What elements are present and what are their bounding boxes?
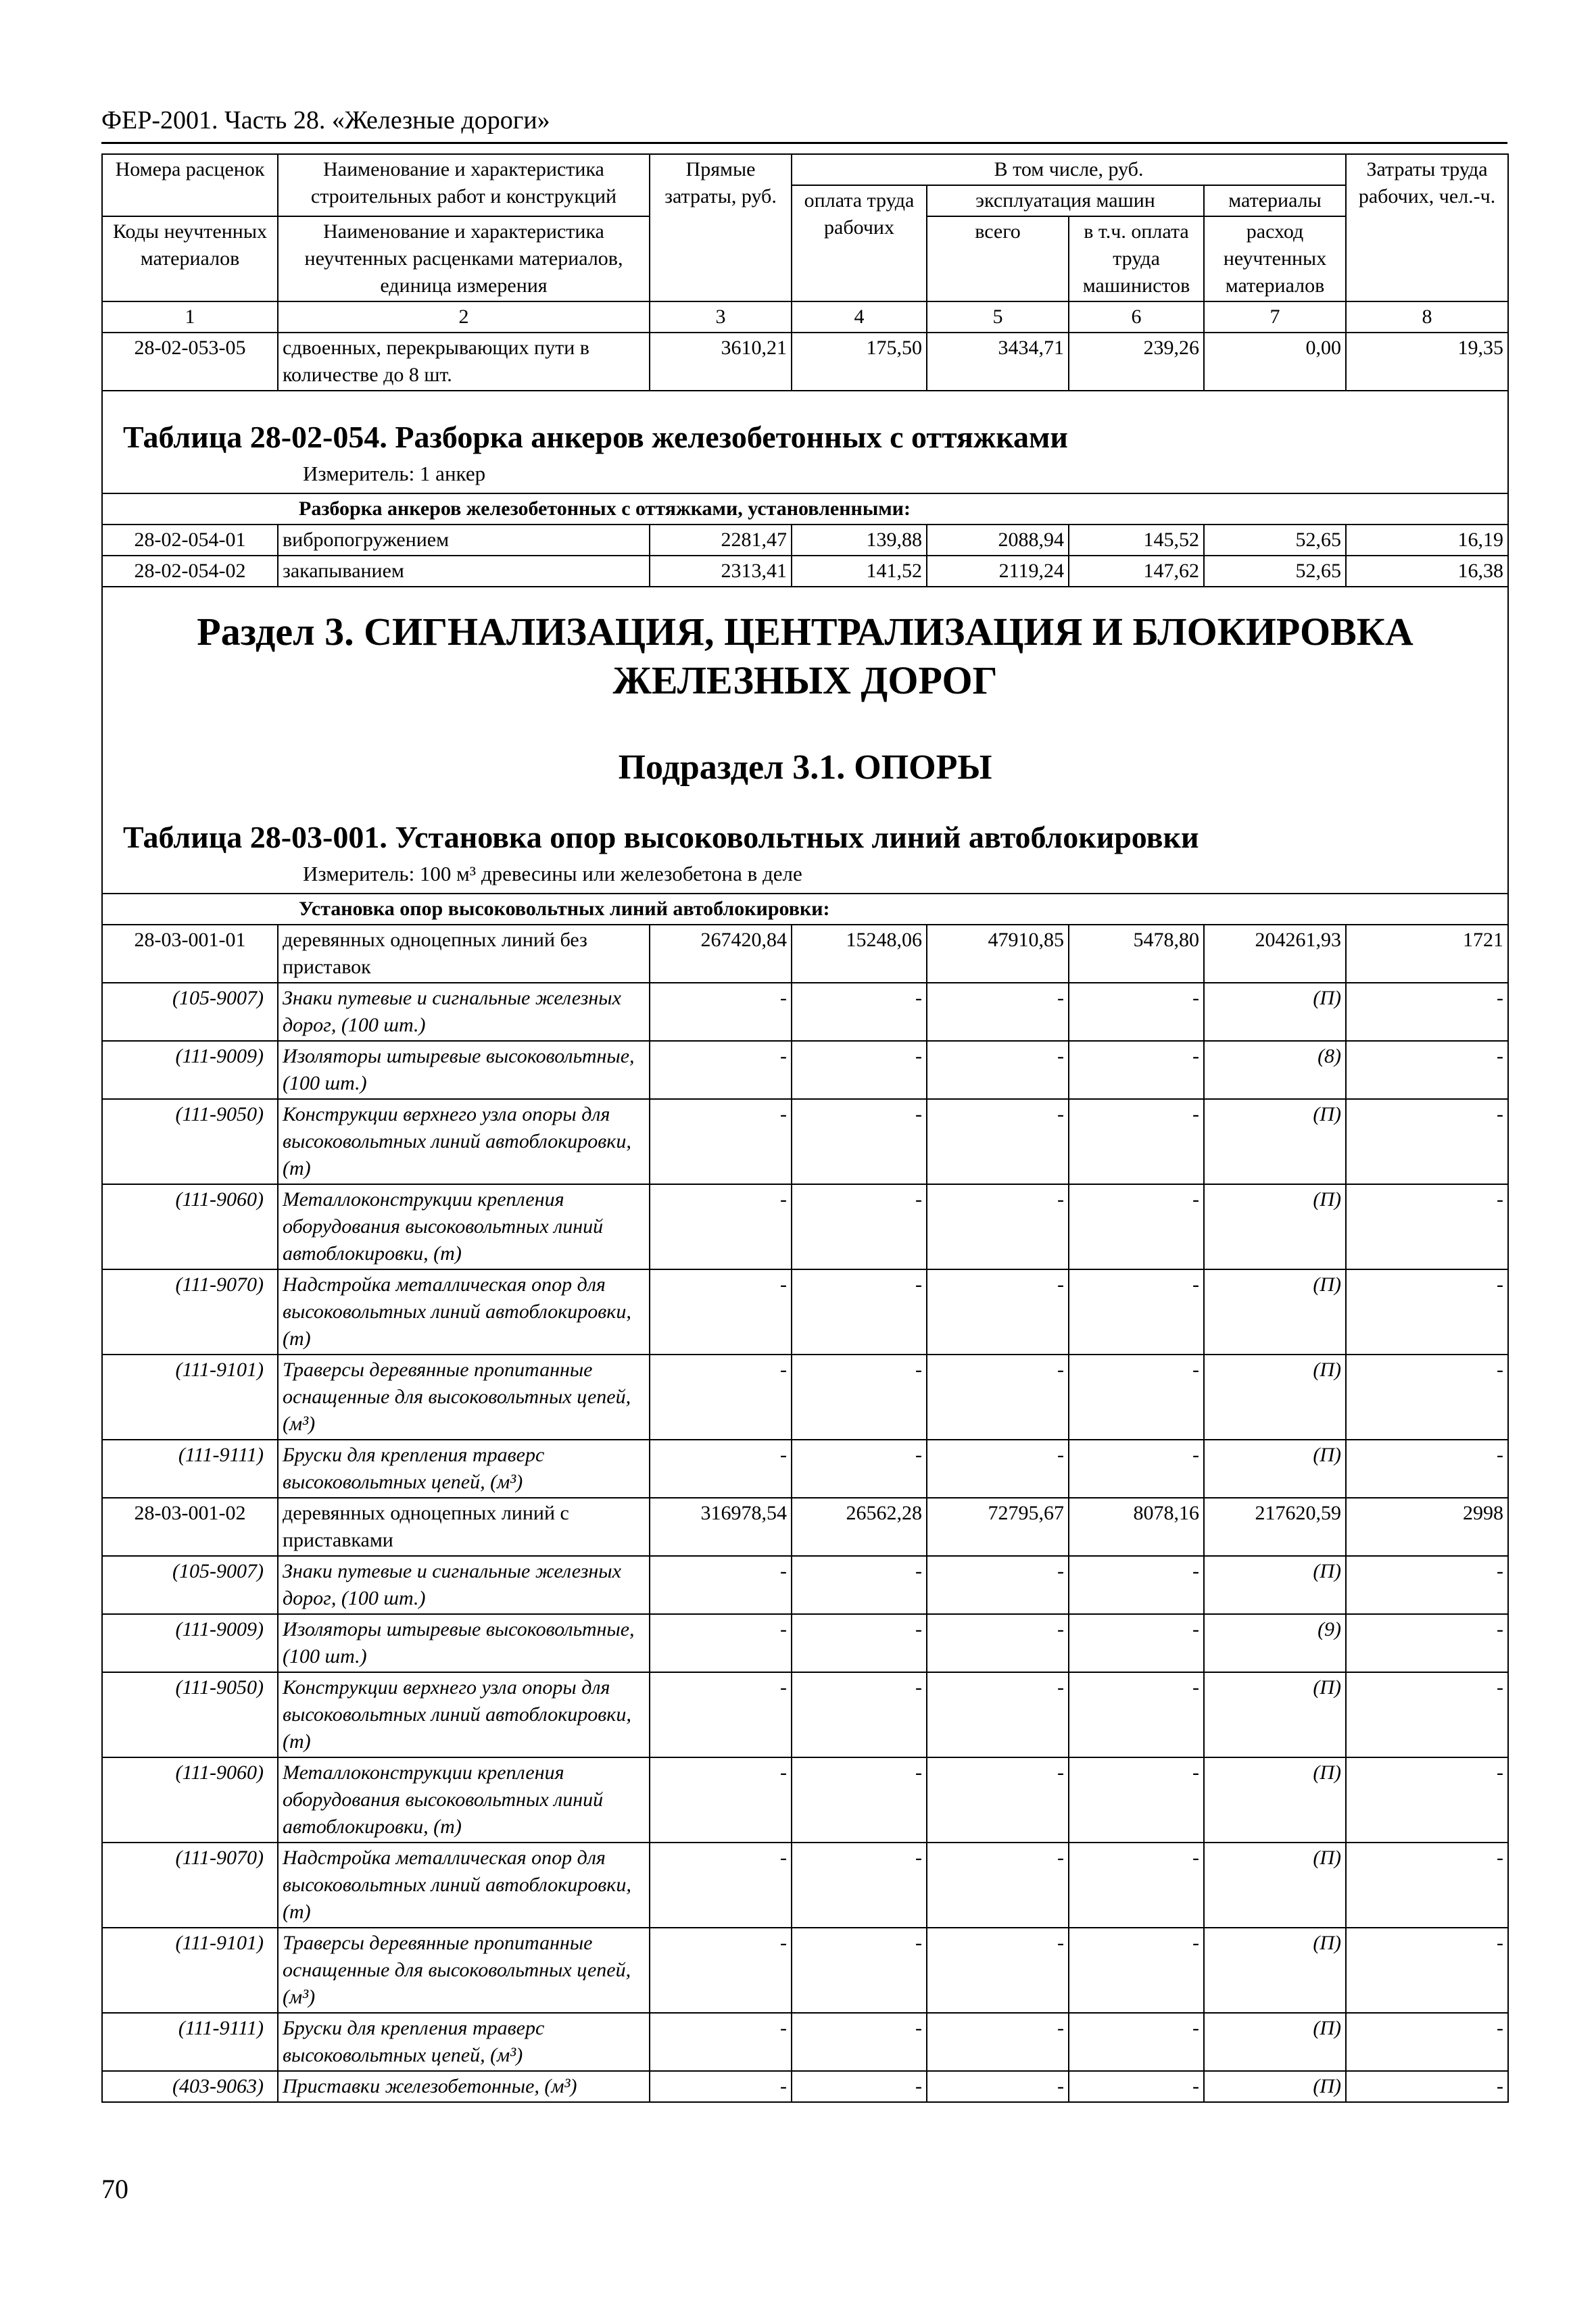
empty-value: - bbox=[650, 1843, 792, 1928]
empty-value: - bbox=[650, 1672, 792, 1757]
empty-value: - bbox=[1069, 1843, 1204, 1928]
rate-value: 72795,67 bbox=[927, 1498, 1069, 1556]
table-header-row bbox=[102, 154, 1508, 185]
empty-value: - bbox=[1069, 1099, 1204, 1184]
material-row bbox=[102, 2013, 1508, 2071]
empty-value: - bbox=[1069, 1041, 1204, 1099]
material-name: Изоляторы штыревые высоковольтные, (100 шт.) bbox=[278, 1041, 650, 1099]
empty-value: - bbox=[927, 1269, 1069, 1355]
material-quantity: (П) bbox=[1204, 1757, 1346, 1843]
header-material-names: Наименование и характеристика неучтенных расценками материалов, единица измерения bbox=[278, 216, 650, 301]
material-code: (111-9060) bbox=[102, 1757, 278, 1843]
material-name: Бруски для крепления траверс высоковольтных цепей, (м³) bbox=[278, 2013, 650, 2071]
material-code: (105-9007) bbox=[102, 1556, 278, 1614]
empty-value: - bbox=[1069, 1757, 1204, 1843]
header-labor-pay: оплата труда рабочих bbox=[792, 185, 927, 301]
material-code: (403-9063) bbox=[102, 2071, 278, 2102]
subsection-title: Подраздел 3.1. ОПОРЫ bbox=[618, 748, 992, 787]
material-code: (111-9009) bbox=[102, 1041, 278, 1099]
empty-value: - bbox=[1069, 2013, 1204, 2071]
header-name: Наименование и характеристика строительных работ и конструкций bbox=[310, 158, 617, 208]
header-materials-sub: расход неучтенных материалов bbox=[1204, 216, 1346, 301]
material-row bbox=[102, 1269, 1508, 1355]
material-row bbox=[102, 1355, 1508, 1440]
empty-value: - bbox=[792, 1757, 927, 1843]
empty-value: - bbox=[1069, 983, 1204, 1041]
empty-value: - bbox=[1346, 983, 1508, 1041]
empty-value: - bbox=[1346, 1843, 1508, 1928]
empty-value: - bbox=[792, 1556, 927, 1614]
group-heading: Разборка анкеров железобетонных с оттяжками, установленными: bbox=[102, 493, 1508, 525]
empty-value: - bbox=[1346, 2071, 1508, 2102]
empty-value: - bbox=[927, 1672, 1069, 1757]
material-row bbox=[102, 983, 1508, 1041]
empty-value: - bbox=[927, 1614, 1069, 1672]
empty-value: - bbox=[1069, 1269, 1204, 1355]
empty-value: - bbox=[1346, 1757, 1508, 1843]
empty-value: - bbox=[650, 2071, 792, 2102]
empty-value: - bbox=[1069, 1928, 1204, 2013]
empty-value: - bbox=[1346, 1041, 1508, 1099]
empty-value: - bbox=[927, 1440, 1069, 1498]
rate-code: 28-02-053-05 bbox=[102, 333, 278, 391]
empty-value: - bbox=[927, 983, 1069, 1041]
rate-name: сдвоенных, перекрывающих пути в количестве до 8 шт. bbox=[278, 333, 650, 391]
material-quantity: (П) bbox=[1204, 1099, 1346, 1184]
material-quantity: (П) bbox=[1204, 1672, 1346, 1757]
material-quantity: (8) bbox=[1204, 1041, 1346, 1099]
empty-value: - bbox=[1346, 1184, 1508, 1269]
material-quantity: (П) bbox=[1204, 1928, 1346, 2013]
material-name: Металлоконструкции крепления оборудования высоковольтных линий автоблокировки, (т) bbox=[278, 1184, 650, 1269]
empty-value: - bbox=[650, 1355, 792, 1440]
rate-code: 28-02-054-01 bbox=[102, 525, 278, 556]
empty-value: - bbox=[1346, 1672, 1508, 1757]
empty-value: - bbox=[1346, 2013, 1508, 2071]
material-code: (111-9111) bbox=[102, 2013, 278, 2071]
material-quantity: (П) bbox=[1204, 1556, 1346, 1614]
material-name: Надстройка металлическая опор для высоковольтных линий автоблокировки, (т) bbox=[278, 1843, 650, 1928]
table-row: 28-02-054-02 закапыванием 2313,41 141,52 2119,24 147,62 52,65 16,38 bbox=[102, 556, 1508, 587]
empty-value: - bbox=[927, 1184, 1069, 1269]
empty-value: - bbox=[927, 2013, 1069, 2071]
empty-value: - bbox=[1069, 2071, 1204, 2102]
header-codes: Номера расценок bbox=[115, 158, 265, 180]
empty-value: - bbox=[650, 1099, 792, 1184]
material-quantity: (П) bbox=[1204, 1355, 1346, 1440]
rate-name: деревянных одноцепных линий без приставок bbox=[278, 925, 650, 983]
empty-value: - bbox=[1346, 1440, 1508, 1498]
empty-value: - bbox=[792, 1184, 927, 1269]
rate-code: 28-03-001-02 bbox=[102, 1498, 278, 1556]
material-quantity: (П) bbox=[1204, 983, 1346, 1041]
empty-value: - bbox=[1069, 1556, 1204, 1614]
material-quantity: (П) bbox=[1204, 2071, 1346, 2102]
material-name: Траверсы деревянные пропитанные оснащенные для высоковольтных цепей, (м³) bbox=[278, 1355, 650, 1440]
empty-value: - bbox=[1346, 1614, 1508, 1672]
table-title: Таблица 28-03-001. Установка опор высоковольтных линий автоблокировки bbox=[123, 820, 1199, 854]
material-code: (111-9101) bbox=[102, 1928, 278, 2013]
material-name: Знаки путевые и сигнальные железных дорог, (100 шт.) bbox=[278, 1556, 650, 1614]
empty-value: - bbox=[650, 2013, 792, 2071]
measure-unit: Измеритель: 1 анкер bbox=[303, 462, 486, 485]
material-row bbox=[102, 1614, 1508, 1672]
material-quantity: (П) bbox=[1204, 1184, 1346, 1269]
empty-value: - bbox=[1346, 1928, 1508, 2013]
material-row bbox=[102, 1556, 1508, 1614]
material-code: (111-9050) bbox=[102, 1672, 278, 1757]
rate-code: 28-02-054-02 bbox=[102, 556, 278, 587]
material-row bbox=[102, 1928, 1508, 2013]
empty-value: - bbox=[927, 1556, 1069, 1614]
rate-code: 28-03-001-01 bbox=[102, 925, 278, 983]
empty-value: - bbox=[792, 1099, 927, 1184]
empty-value: - bbox=[927, 1843, 1069, 1928]
header-machines-incl: в т.ч. оплата труда машинистов bbox=[1069, 216, 1204, 301]
material-code: (111-9060) bbox=[102, 1184, 278, 1269]
material-row bbox=[102, 1041, 1508, 1099]
empty-value: - bbox=[792, 1928, 927, 2013]
material-name: Конструкции верхнего узла опоры для высоковольтных линий автоблокировки, (т) bbox=[278, 1099, 650, 1184]
rate-value: 47910,85 bbox=[927, 925, 1069, 983]
table-row: 28-02-053-05 сдвоенных, перекрывающих пути в количестве до 8 шт. 3610,21 175,50 3434,71 239,26 0,00 19,35 bbox=[102, 333, 1508, 391]
rate-value: 1721 bbox=[1346, 925, 1508, 983]
empty-value: - bbox=[792, 1843, 927, 1928]
material-code: (111-9050) bbox=[102, 1099, 278, 1184]
empty-value: - bbox=[927, 1099, 1069, 1184]
empty-value: - bbox=[792, 2071, 927, 2102]
empty-value: - bbox=[792, 1269, 927, 1355]
empty-value: - bbox=[1069, 1440, 1204, 1498]
page-number: 70 bbox=[101, 2174, 128, 2204]
material-row bbox=[102, 1184, 1508, 1269]
group-heading: Установка опор высоковольтных линий автоблокировки: bbox=[102, 894, 1508, 925]
table-title: Таблица 28-02-054. Разборка анкеров железобетонных с оттяжками bbox=[123, 420, 1068, 454]
rates-table bbox=[101, 153, 1509, 2103]
empty-value: - bbox=[1346, 1269, 1508, 1355]
header-in-total: В том числе, руб. bbox=[792, 154, 1346, 185]
empty-value: - bbox=[927, 1355, 1069, 1440]
empty-value: - bbox=[1069, 1672, 1204, 1757]
empty-value: - bbox=[1346, 1355, 1508, 1440]
empty-value: - bbox=[1346, 1556, 1508, 1614]
material-code: (111-9101) bbox=[102, 1355, 278, 1440]
rate-value: 204261,93 bbox=[1204, 925, 1346, 983]
empty-value: - bbox=[1346, 1099, 1508, 1184]
empty-value: - bbox=[1069, 1355, 1204, 1440]
empty-value: - bbox=[792, 983, 927, 1041]
material-quantity: (П) bbox=[1204, 1269, 1346, 1355]
material-row bbox=[102, 1757, 1508, 1843]
material-row bbox=[102, 1843, 1508, 1928]
header-labor-costs: Затраты труда рабочих, чел.-ч. bbox=[1346, 154, 1508, 301]
empty-value: - bbox=[792, 1440, 927, 1498]
rate-value: 8078,16 bbox=[1069, 1498, 1204, 1556]
material-name: Траверсы деревянные пропитанные оснащенные для высоковольтных цепей, (м³) bbox=[278, 1928, 650, 2013]
material-code: (111-9070) bbox=[102, 1843, 278, 1928]
material-name: Металлоконструкции крепления оборудования высоковольтных линий автоблокировки, (т) bbox=[278, 1757, 650, 1843]
material-quantity: (П) bbox=[1204, 1843, 1346, 1928]
header-direct-costs: Прямые затраты, руб. bbox=[650, 154, 792, 301]
table-row bbox=[102, 925, 1508, 983]
material-name: Бруски для крепления траверс высоковольтных цепей, (м³) bbox=[278, 1440, 650, 1498]
empty-value: - bbox=[650, 1440, 792, 1498]
empty-value: - bbox=[927, 2071, 1069, 2102]
rate-value: 15248,06 bbox=[792, 925, 927, 983]
material-code: (111-9070) bbox=[102, 1269, 278, 1355]
rate-name: закапыванием bbox=[278, 556, 650, 587]
empty-value: - bbox=[1069, 1184, 1204, 1269]
material-name: Знаки путевые и сигнальные железных дорог, (100 шт.) bbox=[278, 983, 650, 1041]
empty-value: - bbox=[650, 1556, 792, 1614]
empty-value: - bbox=[792, 2013, 927, 2071]
material-row bbox=[102, 1099, 1508, 1184]
material-code: (111-9009) bbox=[102, 1614, 278, 1672]
empty-value: - bbox=[650, 983, 792, 1041]
empty-value: - bbox=[650, 1184, 792, 1269]
header-machines: эксплуатация машин bbox=[927, 185, 1204, 216]
empty-value: - bbox=[650, 1928, 792, 2013]
material-code: (105-9007) bbox=[102, 983, 278, 1041]
empty-value: - bbox=[650, 1757, 792, 1843]
empty-value: - bbox=[792, 1614, 927, 1672]
document-page bbox=[101, 101, 1507, 2103]
rate-value: 217620,59 bbox=[1204, 1498, 1346, 1556]
empty-value: - bbox=[792, 1041, 927, 1099]
column-numbers-row: 1 2 3 4 5 6 7 8 bbox=[102, 301, 1508, 333]
empty-value: - bbox=[650, 1041, 792, 1099]
header-material-codes: Коды неучтенных материалов bbox=[102, 216, 278, 301]
material-quantity: (П) bbox=[1204, 2013, 1346, 2071]
rate-value: 26562,28 bbox=[792, 1498, 927, 1556]
rate-value: 5478,80 bbox=[1069, 925, 1204, 983]
material-name: Приставки железобетонные, (м³) bbox=[278, 2071, 650, 2102]
empty-value: - bbox=[650, 1614, 792, 1672]
empty-value: - bbox=[792, 1355, 927, 1440]
empty-value: - bbox=[792, 1672, 927, 1757]
rate-name: деревянных одноцепных линий с приставками bbox=[278, 1498, 650, 1556]
header-machines-total: всего bbox=[927, 216, 1069, 301]
rate-value: 267420,84 bbox=[650, 925, 792, 983]
running-header: ФЕР-2001. Часть 28. «Железные дороги» bbox=[101, 101, 1507, 144]
empty-value: - bbox=[1069, 1614, 1204, 1672]
material-row bbox=[102, 1440, 1508, 1498]
material-name: Надстройка металлическая опор для высоковольтных линий автоблокировки, (т) bbox=[278, 1269, 650, 1355]
material-code: (111-9111) bbox=[102, 1440, 278, 1498]
material-quantity: (9) bbox=[1204, 1614, 1346, 1672]
empty-value: - bbox=[927, 1928, 1069, 2013]
empty-value: - bbox=[650, 1269, 792, 1355]
rate-value: 2998 bbox=[1346, 1498, 1508, 1556]
rate-value: 316978,54 bbox=[650, 1498, 792, 1556]
material-name: Изоляторы штыревые высоковольтные, (100 шт.) bbox=[278, 1614, 650, 1672]
empty-value: - bbox=[927, 1757, 1069, 1843]
material-quantity: (П) bbox=[1204, 1440, 1346, 1498]
section-title: Раздел 3. СИГНАЛИЗАЦИЯ, ЦЕНТРАЛИЗАЦИЯ И БЛОКИРОВКА ЖЕЛЕЗНЫХ ДОРОГ bbox=[197, 610, 1413, 702]
rate-name: вибропогружением bbox=[278, 525, 650, 556]
table-row: 28-02-054-01 вибропогружением 2281,47 139,88 2088,94 145,52 52,65 16,19 bbox=[102, 525, 1508, 556]
header-materials: материалы bbox=[1204, 185, 1346, 216]
material-name: Конструкции верхнего узла опоры для высоковольтных линий автоблокировки, (т) bbox=[278, 1672, 650, 1757]
measure-unit: Измеритель: 100 м³ древесины или железобетона в деле bbox=[303, 862, 802, 885]
material-row bbox=[102, 1672, 1508, 1757]
material-row bbox=[102, 2071, 1508, 2102]
table-row bbox=[102, 1498, 1508, 1556]
empty-value: - bbox=[927, 1041, 1069, 1099]
